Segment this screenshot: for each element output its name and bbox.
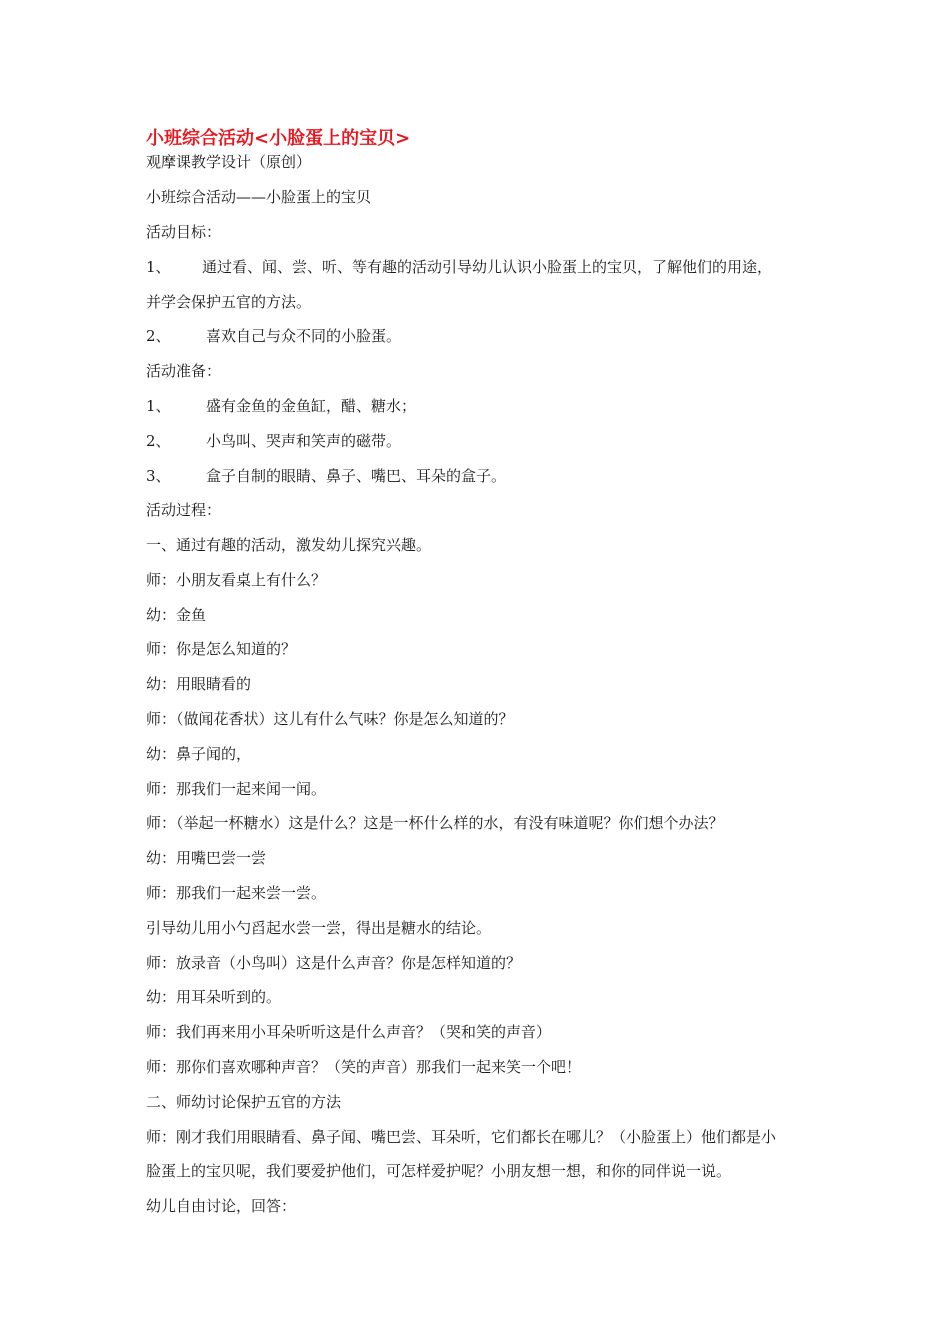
goal-item-1-continued: 并学会保护五官的方法。 (146, 293, 312, 311)
list-text: 盛有金鱼的金鱼缸，醋、糖水； (206, 397, 417, 415)
list-text: 喜欢自己与众不同的小脸蛋。 (206, 327, 402, 345)
section-heading-preparation: 活动准备： (146, 362, 222, 380)
list-number: 3、 (146, 467, 171, 485)
dialogue-line: 师：那我们一起来尝一尝。 (146, 884, 327, 902)
dialogue-line: 幼：用眼睛看的 (146, 675, 252, 693)
dialogue-line: 师：放录音（小鸟叫）这是什么声音？你是怎样知道的？ (146, 954, 522, 972)
dialogue-line: 幼：金鱼 (146, 606, 207, 624)
dialogue-line: 师：小朋友看桌上有什么？ (146, 571, 327, 589)
dialogue-line: 师：你是怎么知道的？ (146, 640, 297, 658)
instruction-line: 幼儿自由讨论，回答： (146, 1197, 297, 1215)
section-heading-goals: 活动目标： (146, 223, 222, 241)
prep-item-3 (146, 466, 506, 486)
prep-item-2 (146, 431, 401, 451)
dialogue-line: 幼：用耳朵听到的。 (146, 988, 282, 1006)
process-step-2-heading: 二、师幼讨论保护五官的方法 (146, 1093, 342, 1111)
list-text: 通过看、闻、尝、听、等有趣的活动引导幼儿认识小脸蛋上的宝贝，了解他们的用途， (202, 258, 773, 276)
instruction-line: 引导幼儿用小勺舀起水尝一尝，得出是糖水的结论。 (146, 919, 492, 937)
list-number: 2、 (146, 432, 171, 450)
dialogue-line: 师：那我们一起来闻一闻。 (146, 780, 327, 798)
document-title: 小班综合活动<小脸蛋上的宝贝> (146, 128, 411, 149)
dialogue-line: 师：（举起一杯糖水）这是什么？这是一杯什么样的水，有没有味道呢？你们想个办法？ (146, 814, 724, 832)
dialogue-line: 师：刚才我们用眼睛看、鼻子闻、嘴巴尝、耳朵听，它们都长在哪儿？（小脸蛋上）他们都是小 (146, 1128, 777, 1146)
goal-item-2 (146, 326, 401, 346)
dialogue-line-continued: 脸蛋上的宝贝呢，我们要爱护他们，可怎样爱护呢？小朋友想一想，和你的同伴说一说。 (146, 1162, 732, 1180)
subtitle: 观摩课教学设计（原创） (146, 153, 312, 171)
dialogue-line: 师：（做闻花香状）这儿有什么气味？你是怎么知道的？ (146, 710, 514, 728)
list-number: 2、 (146, 327, 171, 345)
dialogue-line: 幼：用嘴巴尝一尝 (146, 849, 267, 867)
list-number: 1、 (146, 258, 171, 276)
activity-name: 小班综合活动——小脸蛋上的宝贝 (146, 188, 372, 206)
list-number: 1、 (146, 397, 171, 415)
process-step-1-heading: 一、通过有趣的活动，激发幼儿探究兴趣。 (146, 536, 432, 554)
list-text: 盒子自制的眼睛、鼻子、嘴巴、耳朵的盒子。 (206, 467, 507, 485)
prep-item-1 (146, 396, 416, 416)
dialogue-line: 幼：鼻子闻的， (146, 745, 252, 763)
dialogue-line: 师：那你们喜欢哪种声音？（笑的声音）那我们一起来笑一个吧！ (146, 1058, 582, 1076)
dialogue-line: 师：我们再来用小耳朵听听这是什么声音？（哭和笑的声音） (146, 1023, 552, 1041)
list-text: 小鸟叫、哭声和笑声的磁带。 (206, 432, 402, 450)
section-heading-process: 活动过程： (146, 501, 222, 519)
goal-item-1 (146, 257, 772, 277)
